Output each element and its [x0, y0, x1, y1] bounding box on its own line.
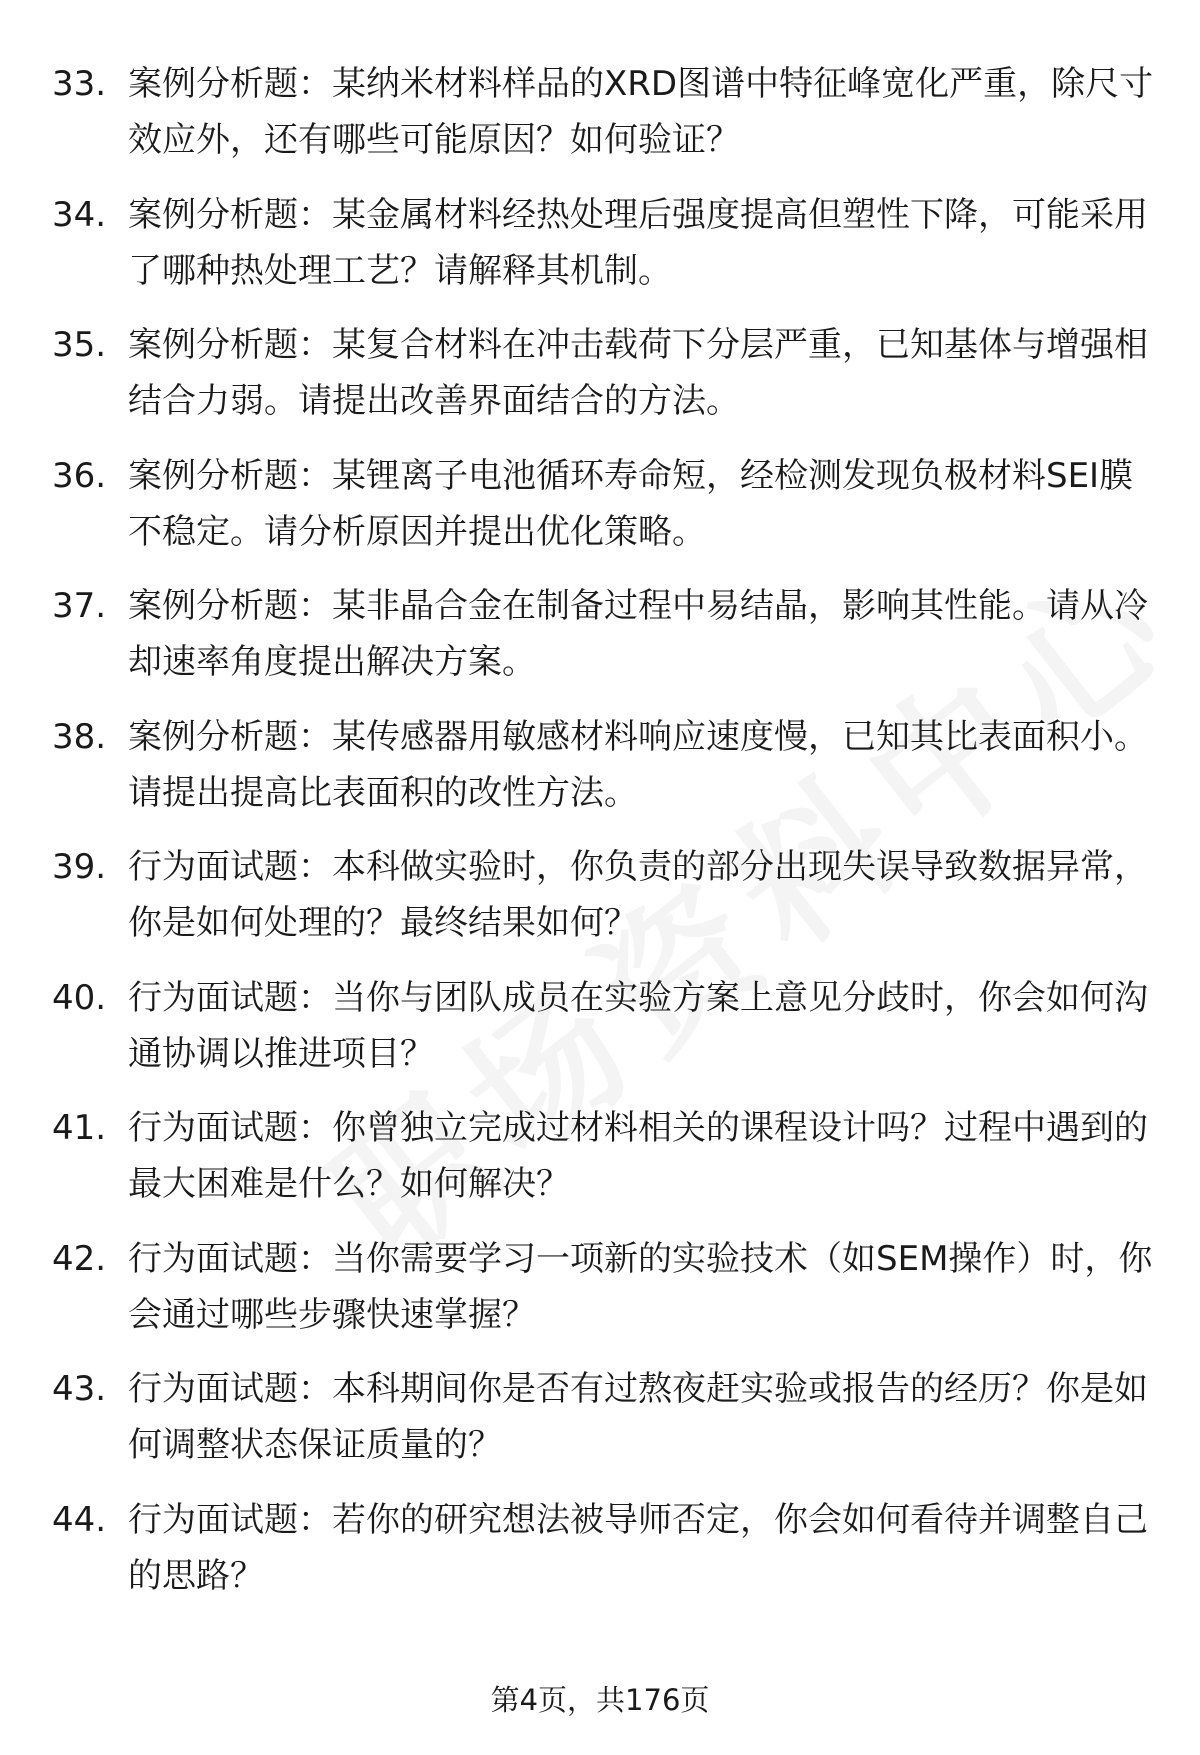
question-number: 37. — [52, 586, 107, 626]
question-text: 案例分析题：某金属材料经热处理后强度提高但塑性下降，可能采用了哪种热处理工艺？请解释其机制。 — [128, 194, 1148, 291]
question-item — [0, 1100, 1200, 1231]
question-text: 案例分析题：某复合材料在冲击载荷下分层严重，已知基体与增强相结合力弱。请提出改善界面结合的方法。 — [128, 325, 1148, 421]
question-list — [0, 56, 1200, 1622]
page-footer — [0, 1680, 1200, 1720]
question-text: 行为面试题：当你与团队成员在实验方案上意见分歧时，你会如何沟通协调以推进项目？ — [128, 977, 1148, 1074]
question-text: 行为面试题：本科做实验时，你负责的部分出现失误导致数据异常，你是如何处理的？最终结果如何？ — [128, 847, 1148, 943]
question-item — [0, 970, 1200, 1101]
question-item — [0, 317, 1200, 448]
question-number: 33. — [52, 64, 107, 104]
question-number: 42. — [52, 1238, 107, 1279]
question-number: 41. — [52, 1108, 107, 1148]
question-number: 44. — [52, 1499, 107, 1540]
question-number: 35. — [52, 325, 107, 365]
question-text: 案例分析题：某纳米材料样品的XRD图谱中特征峰宽化严重，除尺寸效应外，还有哪些可能原因？如何验证？ — [128, 64, 1154, 160]
question-item — [0, 839, 1200, 970]
question-number: 39. — [52, 847, 107, 887]
question-text: 行为面试题：当你需要学习一项新的实验技术（如SEM操作）时，你会通过哪些步骤快速掌握？ — [128, 1238, 1153, 1335]
question-text: 案例分析题：某传感器用敏感材料响应速度慢，已知其比表面积小。请提出提高比表面积的改性方法。 — [128, 716, 1148, 813]
question-item — [0, 1361, 1200, 1492]
question-text: 案例分析题：某非晶合金在制备过程中易结晶，影响其性能。请从冷却速率角度提出解决方案。 — [128, 586, 1148, 682]
question-item — [0, 187, 1200, 318]
question-number: 40. — [52, 977, 107, 1018]
question-item — [0, 56, 1200, 187]
question-text: 案例分析题：某锂离子电池循环寿命短，经检测发现负极材料SEI膜不稳定。请分析原因并提出优化策略。 — [128, 455, 1134, 552]
question-number: 34. — [52, 194, 107, 235]
question-number: 36. — [52, 455, 107, 496]
question-number: 43. — [52, 1369, 107, 1409]
question-number: 38. — [52, 716, 107, 757]
question-text: 行为面试题：你曾独立完成过材料相关的课程设计吗？过程中遇到的最大困难是什么？如何解决？ — [128, 1108, 1148, 1204]
question-text: 行为面试题：若你的研究想法被导师否定，你会如何看待并调整自己的思路？ — [128, 1499, 1148, 1596]
question-text: 行为面试题：本科期间你是否有过熬夜赶实验或报告的经历？你是如何调整状态保证质量的？ — [128, 1369, 1148, 1465]
page-number-label: 第4页，共176页 — [490, 1683, 710, 1717]
question-item — [0, 1231, 1200, 1362]
question-item — [0, 448, 1200, 579]
question-item — [0, 1492, 1200, 1623]
question-item — [0, 709, 1200, 840]
question-item — [0, 578, 1200, 709]
